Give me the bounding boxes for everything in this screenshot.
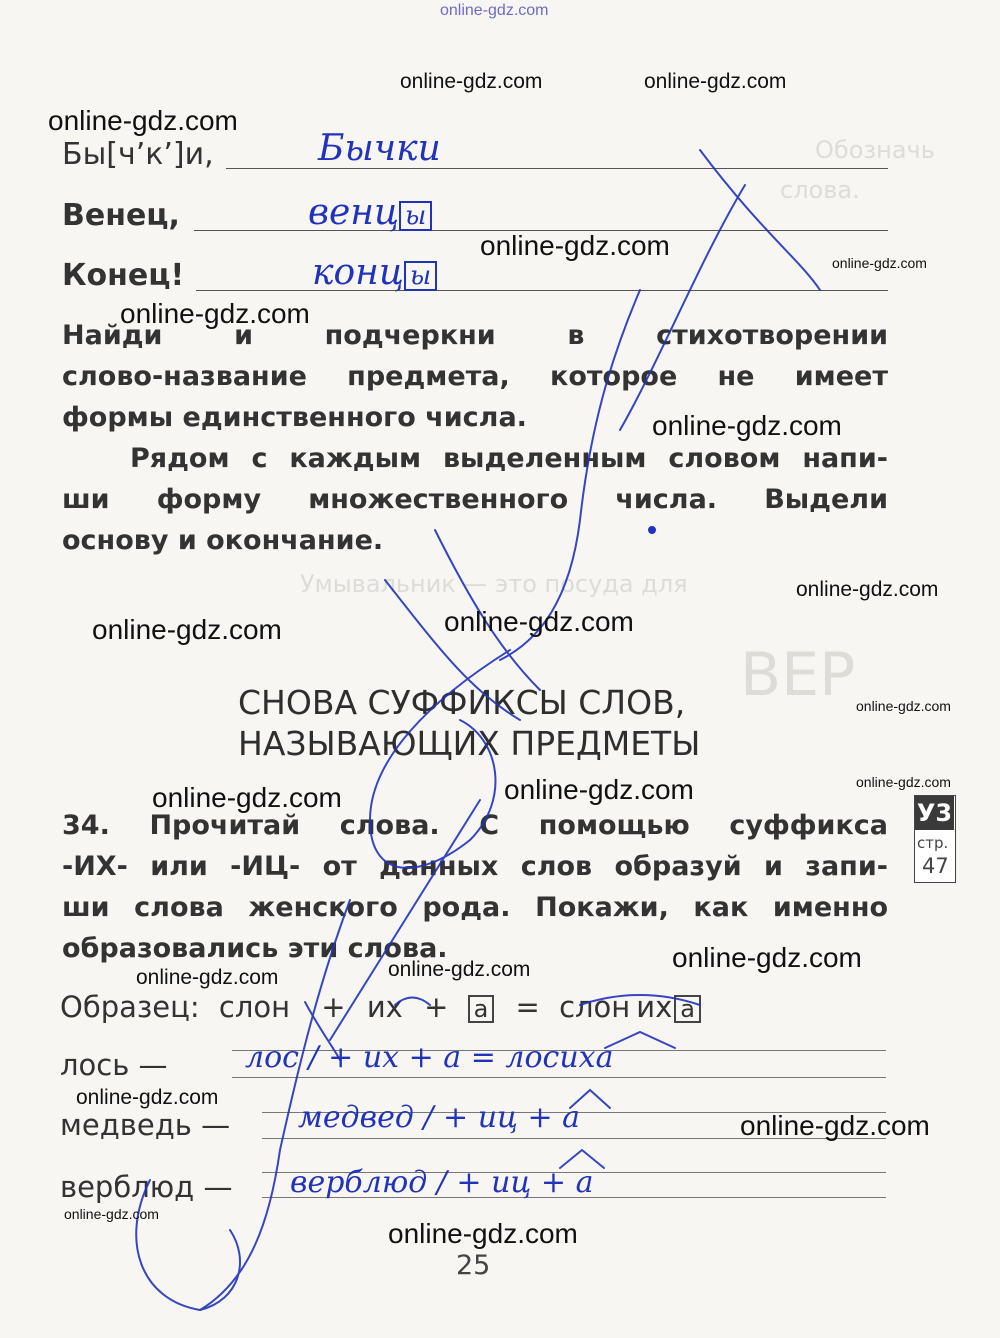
exercise-line-4: образовались эти слова. bbox=[62, 933, 448, 964]
badge-page: 47 bbox=[922, 854, 949, 878]
watermark: online-gdz.com bbox=[92, 614, 282, 645]
watermark: online-gdz.com bbox=[796, 578, 939, 601]
badge-label: стр. bbox=[917, 834, 949, 852]
handwritten-answer: Бычки bbox=[318, 128, 441, 169]
watermark: online-gdz.com bbox=[136, 966, 279, 989]
answer-ending-box: ы bbox=[399, 201, 432, 231]
section-heading-line-2: НАЗЫВАЮЩИХ ПРЕДМЕТЫ bbox=[238, 724, 701, 763]
watermark: online-gdz.com bbox=[400, 70, 543, 93]
instruction-line-3: формы единственного числа. bbox=[62, 402, 527, 433]
watermark: online-gdz.com bbox=[856, 698, 951, 714]
ink-dot bbox=[648, 526, 656, 534]
watermark-top: online-gdz.com bbox=[440, 2, 549, 19]
sample-stem: слон bbox=[218, 990, 291, 1024]
watermark: online-gdz.com bbox=[652, 410, 842, 441]
badge-code: У3 bbox=[915, 796, 954, 830]
watermark: online-gdz.com bbox=[832, 255, 927, 271]
exercise-line-1: 34. Прочитай слова. С помощью суффикса bbox=[62, 810, 888, 841]
watermark: online-gdz.com bbox=[152, 782, 342, 813]
sample-result-stem: слон bbox=[559, 990, 631, 1024]
watermark: online-gdz.com bbox=[856, 774, 951, 790]
sample-result-ending-box: а bbox=[674, 995, 701, 1023]
sample-suffix: их bbox=[366, 990, 403, 1024]
instruction-line-6: основу и окончание. bbox=[62, 525, 384, 556]
watermark: online-gdz.com bbox=[740, 1110, 930, 1141]
instruction-line-2: слово-название предмета, которое не имеет bbox=[62, 361, 888, 392]
answer-stem: конц bbox=[312, 252, 405, 293]
sample-ending-box: а bbox=[468, 995, 495, 1023]
poem-line-1-word: Бы[ч’к’]и, bbox=[62, 137, 214, 172]
handwritten-answer: медвед / + иц + а bbox=[298, 1100, 581, 1135]
page-number: 25 bbox=[456, 1250, 491, 1281]
answer-stem: венц bbox=[308, 192, 400, 233]
watermark: online-gdz.com bbox=[76, 1086, 219, 1109]
instruction-line-1: Найди и подчеркни в стихотворении bbox=[62, 320, 889, 351]
answer-row-3-label: верблюд — bbox=[60, 1170, 233, 1204]
exercise-line-2: -ИХ- или -ИЦ- от данных слов образуй и запи- bbox=[62, 851, 888, 882]
sample-result-suffix: их bbox=[636, 990, 673, 1024]
section-heading-line-1: СНОВА СУФФИКСЫ СЛОВ, bbox=[238, 683, 686, 722]
exercise-line-3: ши слова женского рода. Покажи, как именно bbox=[62, 892, 889, 923]
answer-ending-box: ы bbox=[404, 261, 437, 291]
sample-plus: + bbox=[321, 990, 346, 1024]
watermark: online-gdz.com bbox=[388, 1218, 578, 1249]
handwritten-answer: верблюд / + иц + а bbox=[290, 1165, 594, 1200]
sample-equals: = bbox=[515, 990, 540, 1024]
answer-row-1-label: лось — bbox=[60, 1048, 168, 1082]
watermark: online-gdz.com bbox=[64, 1206, 159, 1222]
watermark: online-gdz.com bbox=[48, 105, 238, 136]
watermark: online-gdz.com bbox=[388, 958, 531, 981]
watermark: online-gdz.com bbox=[672, 942, 862, 973]
watermark: online-gdz.com bbox=[480, 230, 670, 261]
watermark: online-gdz.com bbox=[644, 70, 787, 93]
instruction-line-4: Рядом с каждым выделенным словом напи- bbox=[130, 443, 888, 474]
sample-plus: + bbox=[424, 990, 449, 1024]
answer-row-2-label: медведь — bbox=[60, 1108, 231, 1142]
watermark: online-gdz.com bbox=[504, 774, 694, 805]
handwritten-answer: лос / + их + а = лосиха bbox=[245, 1040, 614, 1075]
watermark: online-gdz.com bbox=[120, 298, 310, 329]
poem-line-3-word: Конец! bbox=[62, 258, 185, 293]
watermark: online-gdz.com bbox=[444, 606, 634, 637]
instruction-line-5: ши форму множественного числа. Выдели bbox=[62, 484, 888, 515]
poem-line-2-word: Венец, bbox=[62, 198, 180, 233]
sample-label: Образец: bbox=[60, 990, 200, 1024]
